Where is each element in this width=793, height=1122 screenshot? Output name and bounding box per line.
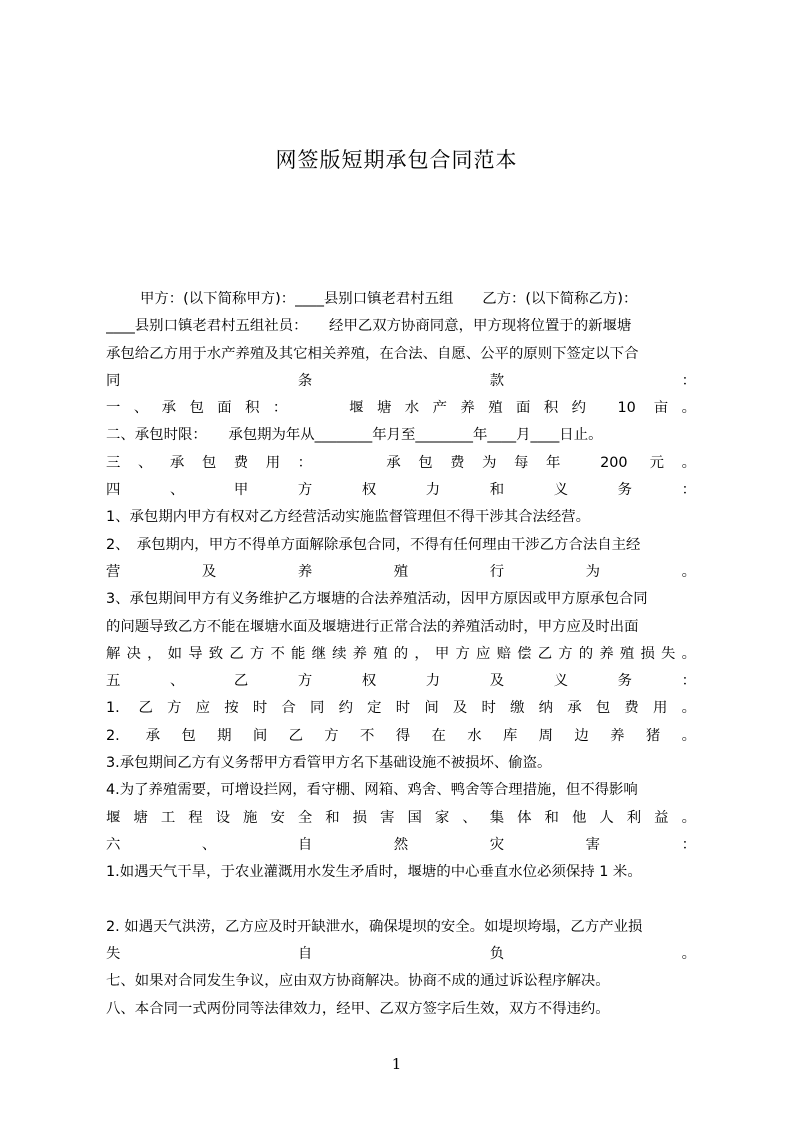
clause-3-fee: 三、承包费用： 承包费为每年 200 元。 bbox=[106, 454, 696, 471]
section-4-item-2-cont: 营 及 养 殖 行 为 。 bbox=[106, 563, 696, 580]
clauses-heading: 同 条 款 ： bbox=[106, 372, 696, 389]
party-line-1: 甲方：(以下简称甲方)：____县别口镇老君村五组 乙方：(以下简称乙方)： bbox=[140, 291, 638, 307]
section-5-item-2: 2. 承包期间乙方不得在水库周边养猪。 bbox=[106, 727, 696, 744]
section-5-item-1: 1. 乙方应按时合同约定时间及时缴纳承包费用。 bbox=[106, 700, 696, 717]
section-6-item-1: 1.如遇天气干旱，于农业灌溉用水发生矛盾时，堰塘的中心垂直水位必须保持 1 米。 bbox=[106, 864, 642, 881]
section-4-item-3-end: 解决，如导致乙方不能继续养殖的，甲方应赔偿乙方的养殖损失。 bbox=[106, 645, 696, 662]
section-5-heading: 五 、 乙 方 权 力 及 义 务 ： bbox=[106, 673, 696, 690]
section-4-heading: 四 、 甲 方 权 力 和 义 务 ： bbox=[106, 482, 696, 499]
section-4-item-2: 2、 承包期内，甲方不得单方面解除承包合同，不得有任何理由干涉乙方合法自主经 bbox=[106, 536, 641, 553]
clause-2-term: 二、承包时限： 承包期为年从________年月至________年____月____日止。 bbox=[106, 427, 603, 444]
section-5-item-4-cont: 堰塘工程设施安全和损害国家、集体和他人利益。 bbox=[106, 809, 696, 826]
clause-1-area: 一、承包面积： 堰塘水产养殖面积约 10 亩。 bbox=[106, 400, 696, 417]
page-number: 1 bbox=[391, 1055, 402, 1073]
document-title: 网签版短期承包合同范本 bbox=[275, 148, 518, 172]
party-line-2: ____县别口镇老君村五组社员： 经甲乙双方协商同意，甲方现将位置于的新堰塘 bbox=[106, 318, 632, 335]
section-8: 八、本合同一式两份同等法律效力，经甲、乙双方签字后生效，双方不得违约。 bbox=[106, 1000, 610, 1017]
section-7: 七、如果对合同发生争议，应由双方协商解决。协商不成的通过诉讼程序解决。 bbox=[106, 973, 610, 990]
section-4-item-1: 1、承包期内甲方有权对乙方经营活动实施监督管理但不得干涉其合法经营。 bbox=[106, 509, 591, 526]
section-5-item-4: 4.为了养殖需要，可增设拦网，看守棚、网箱、鸡舍、鸭舍等合理措施，但不得影响 bbox=[106, 782, 638, 799]
section-6-item-2: 2. 如遇天气洪涝，乙方应及时开缺泄水，确保堤坝的安全。如堤坝垮塌，乙方产业损 bbox=[106, 918, 643, 935]
section-6-item-2-cont: 失 自 负 。 bbox=[106, 946, 696, 963]
section-4-item-3: 3、承包期间甲方有义务维护乙方堰塘的合法养殖活动，因甲方原因或甲方原承包合同 bbox=[106, 591, 648, 608]
blank-line bbox=[106, 887, 696, 914]
contract-body bbox=[106, 286, 696, 1023]
section-5-item-3: 3.承包期间乙方有义务帮甲方看管甲方名下基础设施不被损坏、偷盗。 bbox=[106, 755, 552, 772]
intro-line: 承包给乙方用于水产养殖及其它相关养殖，在合法、自愿、公平的原则下签定以下合 bbox=[106, 345, 639, 362]
section-4-item-3-cont: 的问题导致乙方不能在堰塘水面及堰塘进行正常合法的养殖活动时，甲方应及时出面 bbox=[106, 618, 639, 635]
section-6-heading: 六 、 自 然 灾 害 ： bbox=[106, 836, 696, 853]
